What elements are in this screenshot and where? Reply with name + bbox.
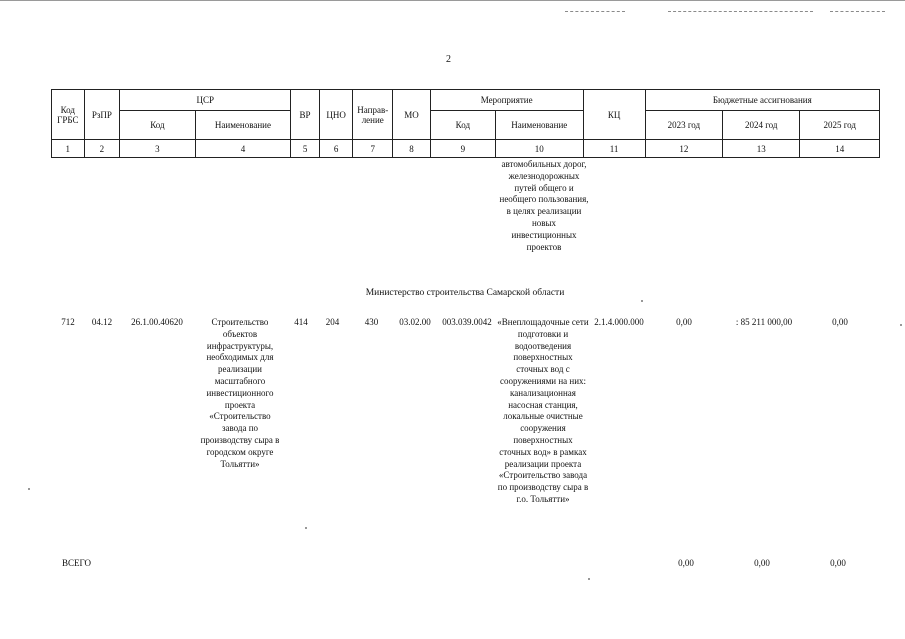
header-budget: Бюджетные ассигнования (645, 90, 879, 111)
row-2023: 0,00 (676, 317, 692, 327)
table-header (51, 89, 880, 158)
header-mer-kod: Код (430, 111, 495, 140)
scan-speck (28, 488, 30, 490)
row-vr: 414 (294, 317, 308, 327)
total-2023: 0,00 (678, 558, 694, 568)
header-vr: ВР (291, 90, 320, 140)
header-2024: 2024 год (723, 111, 800, 140)
row-mer-kod: 003.039.0042 (442, 317, 492, 327)
row-2024: : 85 211 000,00 (735, 317, 793, 327)
column-number: 11 (583, 140, 645, 158)
row-grbs: 712 (61, 317, 75, 327)
column-number: 5 (291, 140, 320, 158)
column-number: 12 (645, 140, 722, 158)
header-mer-name: Наименование (495, 111, 583, 140)
column-number: 7 (353, 140, 393, 158)
column-number: 6 (319, 140, 353, 158)
column-number: 9 (430, 140, 495, 158)
header-napravlenie: Направ-ление (353, 90, 393, 140)
scan-artifact-line (830, 11, 885, 12)
header-kc: КЦ (583, 90, 645, 140)
scan-artifact-line (565, 11, 625, 12)
column-number: 14 (800, 140, 880, 158)
scan-speck (900, 324, 902, 326)
row-mo: 03.02.00 (399, 317, 431, 327)
total-label: ВСЕГО (62, 558, 91, 568)
column-number: 2 (84, 140, 120, 158)
column-number: 8 (393, 140, 431, 158)
scan-speck (641, 300, 643, 302)
row-2025: 0,00 (832, 317, 848, 327)
row-csr-name: Строительство объектов инфраструктуры, необходимых для реализации масштабного инвестиционного проекта «Строительство завода по производству сыра в городском округе Тольятти» (200, 317, 280, 469)
column-number: 3 (120, 140, 195, 158)
ministry-heading: Министерство строительства Самарской области (365, 288, 565, 298)
column-number: 4 (195, 140, 291, 158)
scan-speck (305, 527, 307, 529)
continuation-text: автомобильных дорог, железнодорожных путей общего и необщего пользования, в целях реализации новых инвестиционных проектов (499, 159, 589, 252)
total-2024: 0,00 (754, 558, 770, 568)
header-csr-kod: Код (120, 111, 195, 140)
total-2025: 0,00 (830, 558, 846, 568)
header-2025: 2025 год (800, 111, 880, 140)
column-number: 13 (723, 140, 800, 158)
column-number: 1 (52, 140, 85, 158)
scan-top-border (0, 0, 905, 1)
scan-artifact-line (668, 11, 813, 12)
header-cno: ЦНО (319, 90, 353, 140)
row-napravlenie: 430 (364, 317, 379, 327)
row-csr-kod: 26.1.00.40620 (131, 317, 183, 327)
header-kod-grbs: Код ГРБС (52, 90, 85, 140)
header-csr: ЦСР (120, 90, 291, 111)
row-rzpr: 04.12 (91, 317, 113, 327)
row-cno: 204 (325, 317, 340, 327)
scan-speck (588, 578, 590, 580)
row-kc: 2.1.4.000.000 (594, 317, 644, 327)
header-2023: 2023 год (645, 111, 722, 140)
page-number: 2 (446, 54, 451, 65)
header-csr-name: Наименование (195, 111, 291, 140)
header-meropriyatie: Мероприятие (430, 90, 583, 111)
header-rzpr: РзПР (84, 90, 120, 140)
header-mo: МО (393, 90, 431, 140)
row-mer-name: «Внеплощадочные сети подготовки и водоотведения поверхностных сточных вод с сооружениями на них: канализационная насосная станция, локальные очистные сооружения поверхностных сточных вод» в рамках реализации проекта «Строительство завода по производству сыра в г.о. Тольятти» (497, 317, 589, 504)
column-number: 10 (495, 140, 583, 158)
